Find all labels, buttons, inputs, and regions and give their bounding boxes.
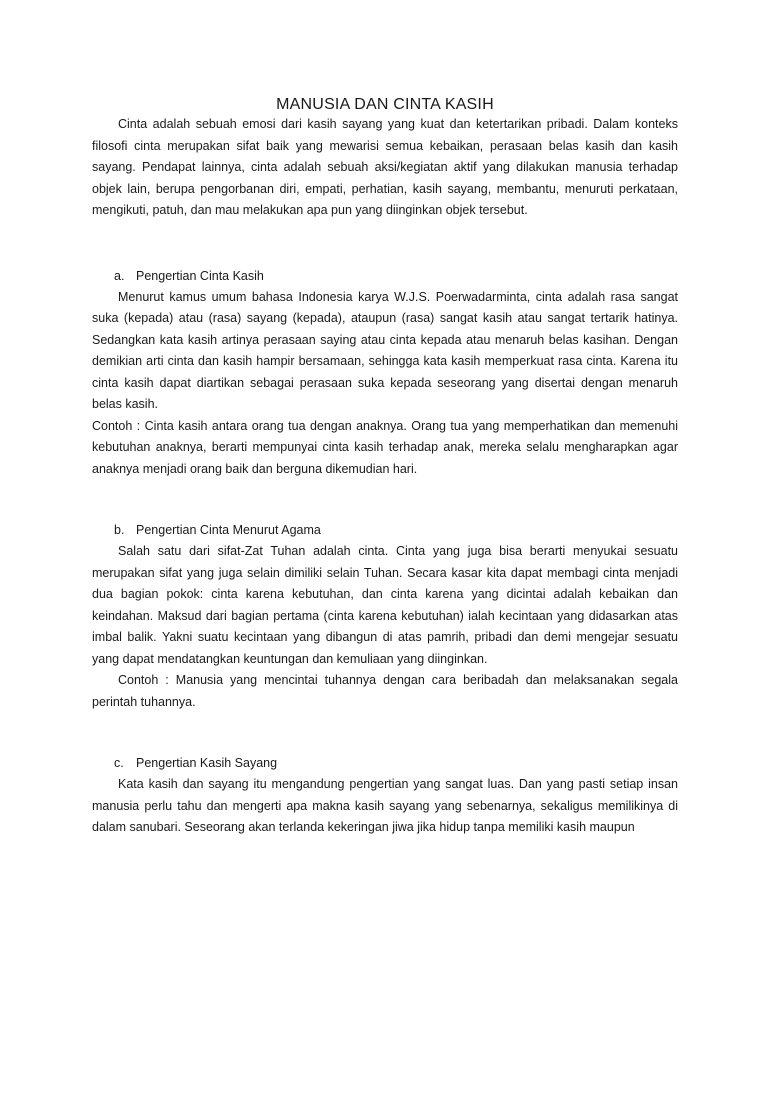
section-marker: a. [114,268,125,283]
intro-paragraph: Cinta adalah sebuah emosi dari kasih sayang yang kuat dan ketertarikan pribadi. Dalam konteks filosofi cinta merupakan sifat baik yang mewarisi semua kebaikan, perasaan belas kasih dan kasih sayang. Pendapat lainnya, cinta adalah sebuah aksi/kegiatan aktif yang dilakukan manusia terhadap objek lain, berupa pengorbanan diri, empati, perhatian, kasih sayang, membantu, menuruti perkataan, mengikuti, patuh, dan mau melakukan apa pun yang diinginkan objek tersebut. [92,117,678,217]
section-heading-a [92,266,678,287]
section-a-paragraph: Menurut kamus umum bahasa Indonesia karya W.J.S. Poerwadarminta, cinta adalah rasa sangat suka (kepada) atau (rasa) sayang (kepada), ataupun (rasa) sangat kasih atau sangat tertarik hatinya. Sedangkan kata kasih artinya perasaan saying atau cinta kepada atau menaruh belas kasihan. Dengan demikian arti cinta dan kasih hampir bersamaan, sehingga kata kasih memperkuat rasa cinta. Karena itu cinta kasih dapat diartikan sebagai perasaan suka kepada seseorang yang disertai dengan menaruh belas kasih. [92,289,678,411]
document-page [0,96,768,1120]
section-heading-b [92,520,678,541]
section-heading-text: Pengertian Cinta Kasih [136,268,264,283]
section-heading-text: Pengertian Cinta Menurut Agama [136,523,321,537]
section-b-example: Contoh : Manusia yang mencintai tuhannya dengan cara beribadah dan melaksanakan segala perintah tuhannya. [92,673,678,709]
document-title: MANUSIA DAN CINTA KASIH [276,96,494,113]
section-a-example: Contoh : Cinta kasih antara orang tua dengan anaknya. Orang tua yang memperhatikan dan memenuhi kebutuhan anaknya, berarti mempunyai cinta kasih terhadap anak, mereka selalu mengharapkan agar anaknya menjadi orang baik dan berguna dikemudian hari. [92,418,678,476]
section-heading-text: Pengertian Kasih Sayang [136,756,278,770]
section-c-paragraph: Kata kasih dan sayang itu mengandung pengertian yang sangat luas. Dan yang pasti setiap insan manusia perlu tahu dan mengerti apa makna kasih sayang yang sebenarnya, sekaligus memilikinya di dalam sanubari. Seseorang akan terlanda kekeringan jiwa jika hidup tanpa memiliki kasih maupun [92,777,678,834]
section-b-paragraph: Salah satu dari sifat-Zat Tuhan adalah cinta. Cinta yang juga bisa berarti menyukai sesuatu merupakan sifat yang juga selain dimiliki selain Tuhan. Secara kasar kita dapat membagi cinta menjadi dua bagian pokok: cinta karena kebutuhan, dan cinta karena yang dicintai adalah kebaikan dan keindahan. Maksud dari bagian pertama (cinta karena kebutuhan) ialah kecintaan yang didasarkan atas imbal balik. Yakni suatu kecintaan yang dibangun di atas pamrih, pribadi dan demi mengejar sesuatu yang dapat mendatangkan keuntungan dan kemuliaan yang diinginkan. [92,544,678,666]
section-marker: b. [114,523,125,537]
section-heading-c [92,753,678,774]
section-marker: c. [114,756,124,770]
